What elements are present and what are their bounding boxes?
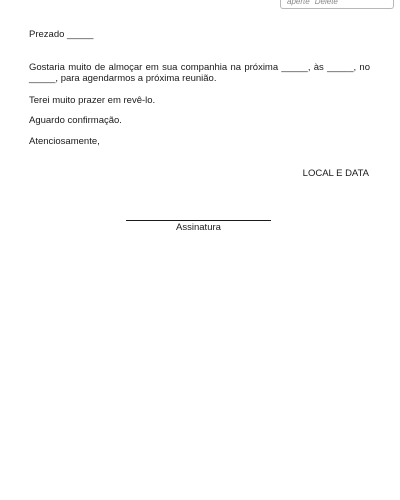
hint-box bbox=[280, 0, 394, 9]
letter-line-pleasure: Terei muito prazer em revê-lo. bbox=[29, 95, 156, 106]
letter-body-paragraph: Gostaria muito de almoçar em sua companhia na próxima _____, às _____, no _____, para agendarmos a próxima reunião. bbox=[29, 62, 370, 84]
letter-line-confirmation: Aguardo confirmação. bbox=[29, 115, 122, 126]
signature-line bbox=[126, 220, 271, 221]
signature-label: Assinatura bbox=[176, 222, 221, 233]
letter-closing: Atenciosamente, bbox=[29, 136, 100, 147]
letter-greeting: Prezado _____ bbox=[29, 29, 94, 40]
place-and-date: LOCAL E DATA bbox=[302, 168, 369, 179]
hint-text: aperte "Delete" bbox=[287, 0, 341, 6]
